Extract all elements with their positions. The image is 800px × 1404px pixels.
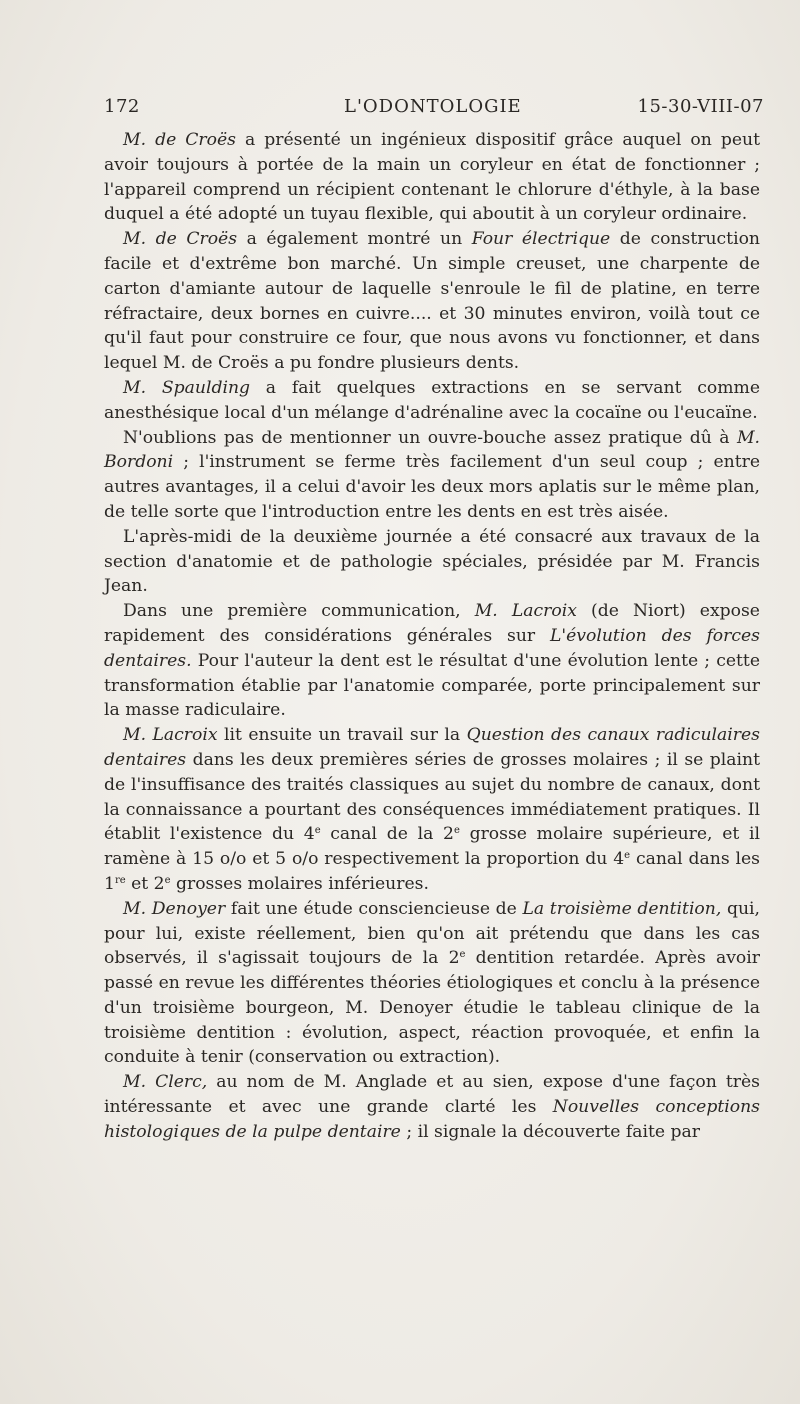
paragraph	[104, 525, 760, 599]
person-name: M. Lacroix	[474, 601, 577, 622]
work-title: Four électrique	[471, 229, 611, 250]
ordinal-suffix: e	[459, 949, 466, 961]
paragraph	[104, 376, 760, 426]
paragraph-text: (de Niort) expose rapidement des considérations générales sur	[104, 601, 760, 646]
paragraph	[104, 426, 760, 525]
paragraph-text: ; il signale la découverte faite par	[400, 1121, 700, 1142]
paragraph-text: canal de la 2	[320, 824, 454, 845]
person-name: M. Bordoni	[104, 427, 760, 473]
paragraph-text: fait une étude consciencieuse de	[225, 898, 523, 919]
page-number: 172	[104, 96, 140, 117]
paragraph-text: a également montré un	[237, 229, 472, 250]
person-name: M. Denoyer	[123, 898, 226, 919]
person-name: M. Clerc,	[123, 1072, 208, 1093]
paragraph	[104, 599, 760, 723]
issue-date: 15-30-VIII-07	[637, 96, 764, 117]
paragraph-text: canal dans les 1	[104, 849, 760, 894]
paragraph-text: grosse molaire supérieure, et il ramène à 15 o/o et 5 o/o respectivement la proportion du 4	[104, 824, 760, 870]
paragraph-text: au nom de M. Anglade et au sien, expose d'une façon très intéressante et avec une grande clarté les	[104, 1072, 760, 1118]
paragraph	[104, 1070, 760, 1144]
ordinal-suffix: e	[314, 825, 321, 837]
ordinal-suffix: e	[453, 825, 460, 837]
journal-title: L'ODONTOLOGIE	[344, 96, 522, 117]
paragraph-text: qui, pour lui, existe réellement, bien qu'on ait prétendu que dans les cas observés, il s'agissait toujours de la 2	[104, 898, 761, 969]
paragraph-text: ; l'instrument se ferme très facilement d'un seul coup ; entre autres avantages, il a celui d'avoir les deux mors aplatis sur le même plan, de telle sorte que l'introduction entre les dents en est très aisée.	[104, 452, 760, 522]
paragraph-text: Pour l'auteur la dent est le résultat d'une évolution lente ; cette transformation établie par l'anatomie comparée, porte principalement sur la masse radiculaire.	[104, 650, 760, 721]
work-title: La troisième dentition,	[522, 898, 722, 919]
ordinal-suffix: e	[624, 850, 631, 862]
paragraph	[104, 723, 760, 897]
paragraph-text: a présenté un ingénieux dispositif grâce auquel on peut avoir toujours à portée de la main un coryleur en état de fonctionner ; l'appareil comprend un récipient contenant le chlorure d'éthyle, à la base duquel a été adopté un tuyau flexible, qui aboutit à un coryleur ordinaire.	[104, 130, 761, 225]
paragraph	[104, 227, 760, 376]
paragraph-text: L'après-midi de la deuxième journée a été consacré aux travaux de la section d'anatomie et de pathologie spéciales, présidée par M. Francis Jean.	[104, 526, 760, 597]
paragraph-text: dentition retardée. Après avoir passé en revue les différentes théories étiologiques et conclu à la présence d'un troisième bourgeon, M. Denoyer étudie le tableau clinique de la troisième dentition : évolution, aspect, réaction provoquée, et enfin la conduite à tenir (conservation ou extraction).	[104, 948, 760, 1068]
paragraph-text: a fait quelques extractions en se servant comme anesthésique local d'un mélange d'adrénaline avec la cocaïne ou l'eucaïne.	[104, 377, 761, 423]
paragraph-text: de construction facile et d'extrême bon marché. Un simple creuset, une charpente de carton d'amiante autour de laquelle s'enroule le fil de platine, en terre réfractaire, deux bornes en cuivre.... et 30 minutes environ, voilà tout ce qu'il faut pour construire ce four, que nous avons vu fonctionner, et dans lequel M. de Croës a pu fondre plusieurs dents.	[104, 229, 760, 374]
paragraph-text: Dans une première communication,	[123, 601, 475, 622]
paragraph	[104, 897, 760, 1071]
ordinal-suffix: e	[164, 874, 171, 886]
person-name: M. de Croës	[123, 130, 236, 150]
paragraph-text: dans les deux premières séries de grosses molaires ; il se plaint de l'insuffisance des traités classiques au sujet du nombre de canaux, dont la connaissance a pourtant des conséquences immédiatement pratiques. Il établit l'existence du 4	[104, 749, 760, 845]
person-name: M. de Croës	[123, 229, 238, 250]
person-name: M. Lacroix	[123, 725, 218, 746]
ordinal-suffix: re	[114, 874, 126, 886]
paragraph	[104, 128, 760, 227]
article-body	[104, 128, 760, 1145]
paragraph-text: grosses molaires inférieures.	[170, 873, 429, 894]
work-title: L'évolution des forces dentaires.	[104, 625, 760, 671]
running-head	[104, 96, 764, 124]
paragraph-text: N'oublions pas de mentionner un ouvre-bouche assez pratique dû à	[123, 427, 737, 448]
work-title: Nouvelles conceptions histologiques de la pulpe dentaire	[104, 1097, 760, 1142]
work-title: Question des canaux radiculaires dentaires	[104, 725, 760, 770]
paragraph-text: et 2	[125, 873, 165, 894]
paragraph-text: lit ensuite un travail sur la	[217, 725, 467, 746]
person-name: M. Spaulding	[123, 377, 251, 398]
